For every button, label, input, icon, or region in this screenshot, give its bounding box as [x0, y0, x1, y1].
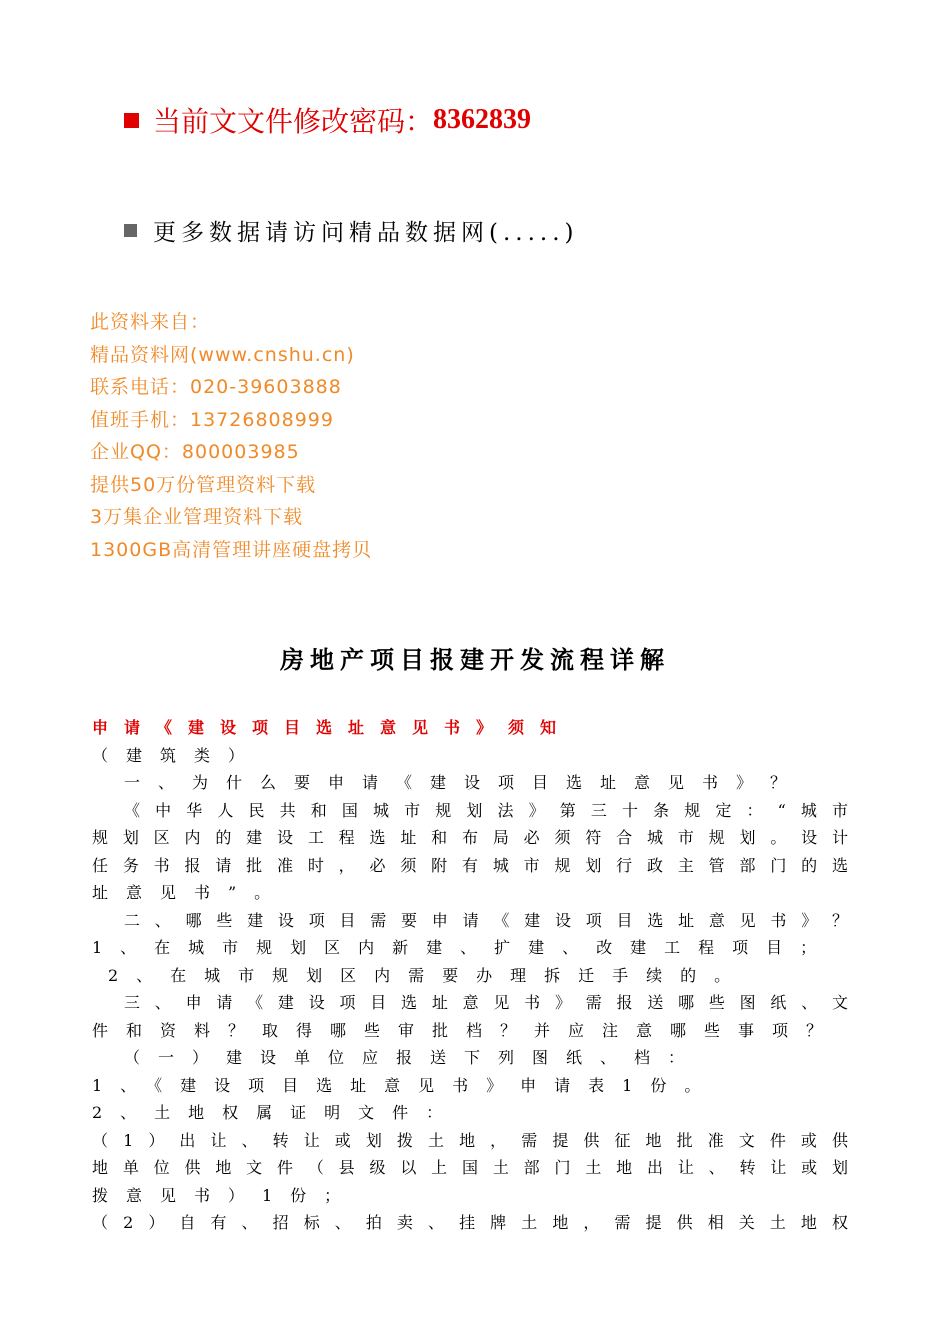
body-line: 1、《建设项目选址意见书》申请表1份。: [92, 1075, 719, 1095]
source-line: 此资料来自：: [90, 311, 211, 333]
more-data-text: 更多数据请访问精品数据网(.....): [153, 220, 579, 246]
source-line: 企业QQ：800003985: [90, 441, 300, 463]
body-line: 二、哪些建设项目需要申请《建设项目选址意见书》？: [124, 910, 848, 930]
body-line: 任务书报请批准时，必须附有城市规划行政主管部门的选: [92, 855, 848, 875]
body-line: 规划区内的建设工程选址和布局必须符合城市规划。设计: [92, 828, 848, 847]
password-label: 当前文文件修改密码：: [153, 105, 434, 138]
body-line: 拨意见书）1份；: [92, 1185, 359, 1205]
body-line: （2）自有、招标、拍卖、挂牌土地，需提供相关土地权: [92, 1213, 848, 1232]
body-line: 2、在城市规划区内需要办理拆迁手续的。: [108, 965, 749, 985]
section-heading: 申请《建设项目选址意见书》须知: [92, 718, 573, 737]
body-line: 一、为什么要申请《建设项目选址意见书》？: [124, 773, 805, 792]
source-line: 3万集企业管理资料下载: [90, 506, 304, 528]
source-line: 提供50万份管理资料下载: [90, 473, 317, 496]
body-line: 1、在城市规划区内新建、扩建、改建工程项目；: [92, 938, 835, 957]
body-line: （建筑类）: [92, 745, 263, 765]
source-info-block: [90, 306, 372, 566]
gray-square-bullet-icon: [124, 224, 137, 237]
body-line: （一）建设单位应报送下列图纸、档：: [124, 1048, 703, 1067]
password-value: 8362839: [433, 104, 532, 135]
body-line: 三、申请《建设项目选址意见书》需报送哪些图纸、文: [124, 993, 848, 1012]
body-line: 地单位供地文件（县级以上国土部门土地出让、转让或划: [92, 1158, 848, 1177]
source-line: 1300GB高清管理讲座硬盘拷贝: [90, 538, 373, 561]
body-line: 2、土地权属证明文件：: [92, 1103, 461, 1122]
more-data-notice: [124, 214, 579, 247]
source-line: 精品资料网(www.cnshu.cn): [90, 343, 355, 366]
document-body: [92, 714, 848, 1237]
password-notice: [124, 100, 531, 140]
body-line: 件和资料？取得哪些审批档？并应注意哪些事项？: [92, 1020, 841, 1040]
source-line: 联系电话：020-39603888: [90, 376, 342, 398]
body-line: 址意见书”。: [92, 883, 289, 902]
red-square-bullet-icon: [124, 113, 139, 128]
source-line: 值班手机：13726808999: [90, 408, 334, 431]
document-title: 房地产项目报建开发流程详解: [280, 645, 670, 674]
body-line: （1）出让、转让或划拨土地，需提供征地批准文件或供: [92, 1130, 848, 1150]
body-line: 《中华人民共和国城市规划法》第三十条规定：“城市: [124, 800, 848, 820]
